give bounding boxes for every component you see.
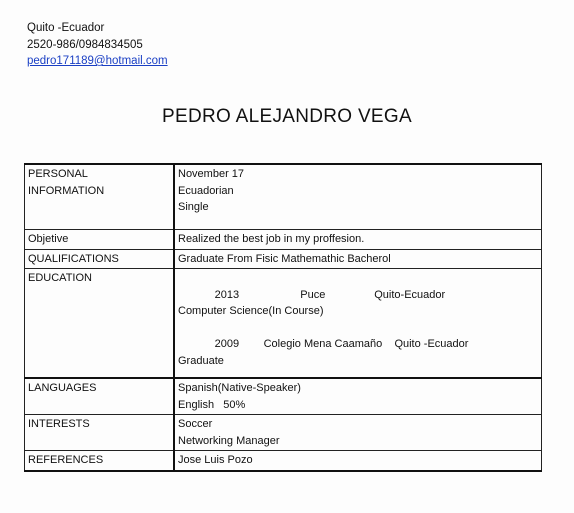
- languages-label: LANGUAGES: [25, 378, 175, 415]
- table-row-education: [25, 269, 542, 379]
- qualifications-value: Graduate From Fisic Mathemathic Bacherol: [174, 249, 542, 269]
- education-entry-1: 2013 Puce Quito-Ecuador: [178, 288, 446, 301]
- objective-label: Objetive: [25, 230, 175, 250]
- education-entry-2: 2009 Colegio Mena Caamaño Quito -Ecuador: [178, 338, 469, 350]
- table-row-interests: [25, 415, 542, 451]
- personal-marital-status: Single: [178, 201, 209, 213]
- personal-birthday: November 17: [178, 168, 245, 180]
- language-english: English 50%: [178, 398, 246, 411]
- interest-networking: Networking Manager: [178, 434, 280, 447]
- education-entry-1-detail: Computer Science(In Course): [178, 305, 324, 317]
- education-value-cell: [174, 269, 542, 379]
- contact-block: [27, 20, 168, 70]
- contact-email-link[interactable]: pedro171189@hotmail.com: [27, 55, 168, 67]
- resume-table: [24, 163, 542, 472]
- interests-label: INTERESTS: [25, 415, 175, 451]
- objective-value: Realized the best job in my proffesion.: [174, 230, 542, 250]
- personal-value-cell: [174, 164, 542, 230]
- languages-value-cell: [174, 378, 542, 415]
- page-title: PEDRO ALEJANDRO VEGA: [162, 106, 412, 127]
- references-label: REFERENCES: [25, 451, 175, 471]
- contact-city: Quito -Ecuador: [27, 22, 105, 34]
- language-spanish: Spanish(Native-Speaker): [178, 382, 301, 394]
- personal-label-line-2: INFORMATION: [28, 184, 105, 197]
- qualifications-label: QUALIFICATIONS: [25, 249, 175, 269]
- contact-phones: 2520-986/0984834505: [27, 38, 143, 51]
- table-row-languages: [25, 378, 542, 415]
- table-row-qualifications: [25, 249, 542, 269]
- education-entry-2-detail: Graduate: [178, 354, 224, 367]
- interests-value-cell: [174, 415, 542, 451]
- education-label: EDUCATION: [25, 269, 175, 379]
- personal-nationality: Ecuadorian: [178, 184, 234, 197]
- personal-label-cell: [25, 164, 175, 230]
- personal-label-line-1: PERSONAL: [28, 168, 88, 180]
- table-row-objective: [25, 230, 542, 250]
- table-row-personal: [25, 164, 542, 230]
- table-row-references: [25, 451, 542, 471]
- interest-soccer: Soccer: [178, 418, 213, 430]
- references-value: Jose Luis Pozo: [174, 451, 542, 471]
